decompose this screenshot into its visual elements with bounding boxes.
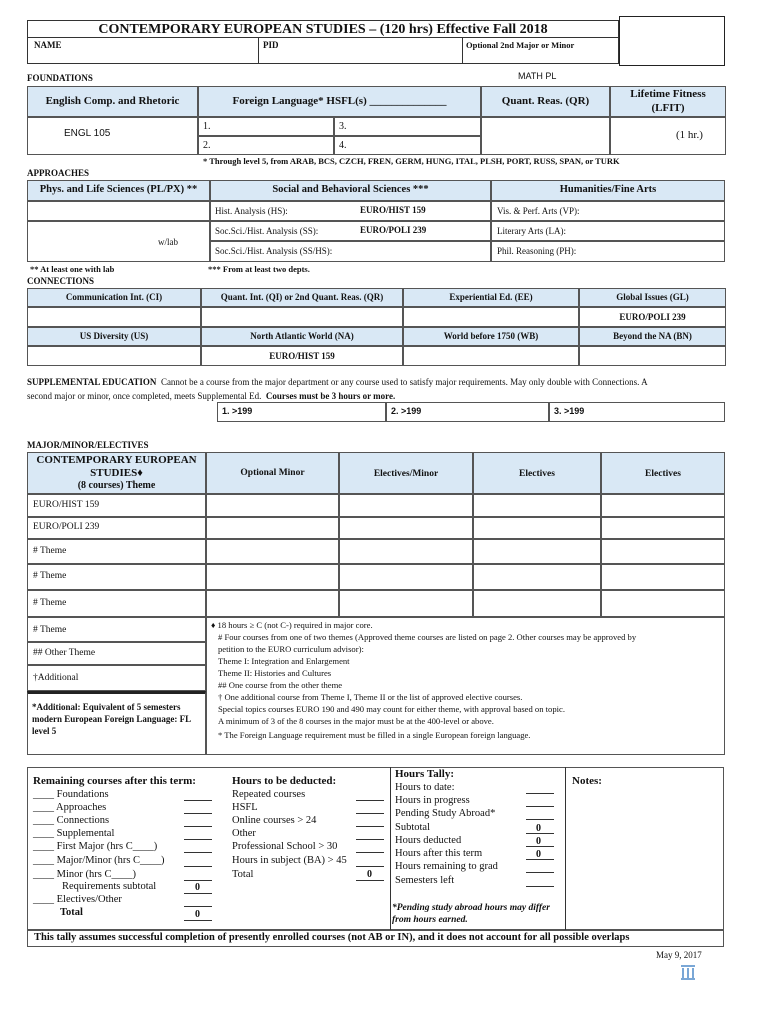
lab-note: ** At least one with lab	[30, 264, 115, 274]
gl-value: EURO/POLI 239	[619, 312, 686, 322]
lfit-hours: (1 hr.)	[676, 129, 703, 141]
fl-slot-3[interactable]: 3.	[339, 121, 347, 132]
supplemental-text-1: Cannot be a course from the major department or any course used to satisfy major requirements. May only double with Connections. A	[160, 377, 648, 387]
tally-deducted-value: 0	[536, 836, 541, 847]
major-note-4: Theme I: Integration and Enlargement	[218, 656, 350, 666]
supplemental-label: SUPPLEMENTAL EDUCATION	[27, 377, 157, 387]
fl-slot-4[interactable]: 4.	[339, 140, 347, 151]
vp-label: Vis. & Perf. Arts (VP):	[497, 206, 580, 216]
deduct-total-value: 0	[367, 869, 372, 880]
na-value: EURO/HIST 159	[269, 351, 335, 361]
requirements-subtotal-value: 0	[195, 882, 200, 893]
hs-label: Hist. Analysis (HS):	[215, 206, 288, 216]
supplemental-text-line1	[27, 377, 648, 387]
major-header-3: (8 courses) Theme	[77, 480, 156, 491]
disclaimer: This tally assumes successful completion of presently enrolled courses (not AB or IN), and it does not account for all possible overlaps	[34, 932, 630, 943]
major-row-2: EURO/POLI 239	[33, 522, 100, 532]
remaining-first-major: ____ First Major (hrs C____)	[33, 841, 158, 852]
ph-label: Phil. Reasoning (PH):	[497, 246, 577, 256]
deduct-online: Online courses > 24	[232, 815, 317, 826]
ss-value: EURO/POLI 239	[360, 225, 427, 235]
phys-sciences-header: Phys. and Life Sciences (PL/PX) **	[39, 184, 198, 195]
deduct-header: Hours to be deducted:	[232, 775, 337, 787]
supplemental-text-line2	[27, 391, 395, 401]
major-note-5: Theme II: Histories and Cultures	[218, 668, 332, 678]
remaining-foundations: ____ Foundations	[33, 789, 109, 800]
tally-deducted: Hours deducted	[395, 835, 462, 846]
electives-minor-header: Electives/Minor	[373, 469, 439, 479]
tally-after-value: 0	[536, 849, 541, 860]
us-header: US Diversity (US)	[79, 331, 149, 341]
ci-header: Communication Int. (CI)	[65, 292, 163, 302]
humanities-header: Humanities/Fine Arts	[559, 184, 657, 195]
major-note-9: A minimum of 3 of the 8 courses in the major must be at the 400-level or above.	[218, 716, 494, 726]
major-header-2: STUDIES♦	[90, 467, 143, 479]
deduct-repeated: Repeated courses	[232, 789, 306, 800]
major-row-4: # Theme	[33, 571, 67, 581]
major-row-5: # Theme	[33, 598, 67, 608]
deduct-total-label: Total	[232, 869, 254, 880]
quant-reas-header: Quant. Reas. (QR)	[501, 95, 590, 107]
major-row-6: # Theme	[33, 625, 67, 635]
lifetime-fitness-header: Lifetime Fitness	[630, 88, 706, 100]
ee-header: Experiential Ed. (EE)	[449, 292, 533, 302]
deduct-professional: Professional School > 30	[232, 841, 338, 852]
page-title: CONTEMPORARY EUROPEAN STUDIES – (120 hrs) Effective Fall 2018	[98, 22, 548, 37]
bn-header: Beyond the NA (BN)	[613, 331, 692, 341]
notes-header: Notes:	[572, 775, 602, 787]
wb-header: World before 1750 (WB)	[443, 331, 539, 341]
major-row-7: ## Other Theme	[33, 648, 96, 658]
total-label: Total	[60, 907, 83, 918]
major-note-2: # Four courses from one of two themes (Approved theme courses are listed on page 2. Other courses may be approved by	[218, 632, 637, 642]
gl-header: Global Issues (GL)	[616, 292, 689, 302]
remaining-approaches: ____ Approaches	[33, 802, 107, 813]
total-value: 0	[195, 909, 200, 920]
depts-note: *** From at least two depts.	[208, 264, 310, 274]
additional-fl-note: *Additional: Equivalent of 5 semesters modern European Foreign Language: FL level 5	[32, 702, 191, 736]
electives-header-2: Electives	[645, 469, 681, 479]
foundations-label: FOUNDATIONS	[27, 73, 93, 83]
electives-header-1: Electives	[519, 469, 555, 479]
remaining-connections: ____ Connections	[33, 815, 110, 826]
tally-pending-abroad: Pending Study Abroad*	[395, 808, 496, 819]
optional-minor-header: Optional Minor	[240, 468, 305, 478]
qi-header: Quant. Int. (QI) or 2nd Quant. Reas. (QR)	[220, 292, 384, 302]
pid-label: PID	[263, 40, 279, 50]
english-comp-header: English Comp. and Rhetoric	[45, 95, 180, 107]
tally-remaining: Hours remaining to grad	[395, 861, 498, 872]
social-sciences-header: Social and Behavioral Sciences ***	[272, 184, 429, 195]
remaining-supplemental: ____ Supplemental	[33, 828, 115, 839]
deduct-subject: Hours in subject (BA) > 45	[232, 855, 347, 866]
fl-slot-2[interactable]: 2.	[203, 140, 211, 151]
supplemental-text-2: second major or minor, once completed, meets Supplemental Ed.	[27, 391, 262, 401]
deduct-other: Other	[232, 828, 256, 839]
tally-header: Hours Tally:	[395, 768, 454, 780]
supplemental-hours-note: Courses must be 3 hours or more.	[265, 391, 396, 401]
remaining-major-minor: ____ Major/Minor (hrs C____)	[33, 855, 165, 866]
approaches-label: APPROACHES	[27, 168, 90, 178]
major-row-8: †Additional	[33, 673, 79, 683]
major-row-1: EURO/HIST 159	[33, 500, 100, 510]
supplemental-slot-3[interactable]: 3. >199	[554, 406, 585, 416]
requirements-subtotal-label: Requirements subtotal	[62, 881, 157, 892]
major-note-8: Special topics courses EURO 190 and 490 may count for either theme, with approval based on topic.	[218, 704, 566, 714]
university-logo-icon	[680, 963, 696, 981]
major-note-7: † One additional course from Theme I, Theme II or the list of approved elective courses.	[218, 692, 523, 702]
supplemental-slot-1[interactable]: 1. >199	[222, 406, 253, 416]
connections-label: CONNECTIONS	[27, 276, 95, 286]
math-pl-label: MATH PL	[518, 71, 557, 81]
remaining-header: Remaining courses after this term:	[33, 775, 196, 787]
major-header-1: CONTEMPORARY EUROPEAN	[36, 454, 197, 466]
tally-after-term: Hours after this term	[395, 848, 483, 859]
remaining-minor: ____ Minor (hrs C____)	[33, 869, 136, 880]
fl-footnote: * Through level 5, from ARAB, BCS, CZCH, FREN, GERM, HUNG, ITAL, PLSH, PORT, RUSS, SPAN, or TURK	[203, 156, 620, 166]
wlab-label: w/lab	[158, 237, 178, 247]
tally-in-progress: Hours in progress	[395, 795, 470, 806]
major-note-3: petition to the EURO curriculum advisor):	[218, 644, 364, 654]
ss-hs-label: Soc.Sci./Hist. Analysis (SS/HS):	[215, 246, 333, 256]
name-label: NAME	[34, 40, 62, 50]
la-label: Literary Arts (LA):	[497, 226, 566, 236]
major-label: MAJOR/MINOR/ELECTIVES	[27, 440, 149, 450]
tally-semesters-left: Semesters left	[395, 875, 455, 886]
lfit-header: (LFIT)	[651, 102, 685, 114]
optional-major-label: Optional 2nd Major or Minor	[466, 40, 575, 50]
major-note-6: ## One course from the other theme	[218, 680, 343, 690]
deduct-hsfl: HSFL	[232, 802, 258, 813]
fl-slot-1[interactable]: 1.	[203, 121, 211, 132]
hs-value: EURO/HIST 159	[360, 205, 426, 215]
na-header: North Atlantic World (NA)	[250, 331, 354, 341]
supplemental-slot-2[interactable]: 2. >199	[391, 406, 422, 416]
engl-105-value: ENGL 105	[64, 128, 111, 139]
tally-subtotal: Subtotal	[395, 822, 431, 833]
tally-hours-to-date: Hours to date:	[395, 782, 455, 793]
major-row-3: # Theme	[33, 546, 67, 556]
ss-label: Soc.Sci./Hist. Analysis (SS):	[215, 226, 319, 236]
document-date: May 9, 2017	[656, 950, 702, 960]
remaining-electives: ____ Electives/Other	[33, 894, 122, 905]
pending-note: *Pending study abroad hours may differ from hours earned.	[392, 903, 550, 925]
foreign-language-header: Foreign Language* HSFL(s) ______________	[232, 95, 447, 107]
tally-subtotal-value: 0	[536, 823, 541, 834]
major-note-10: * The Foreign Language requirement must be filled in a single European foreign language.	[218, 730, 531, 740]
major-note-1: ♦ 18 hours ≥ C (not C-) required in major core.	[211, 620, 373, 630]
